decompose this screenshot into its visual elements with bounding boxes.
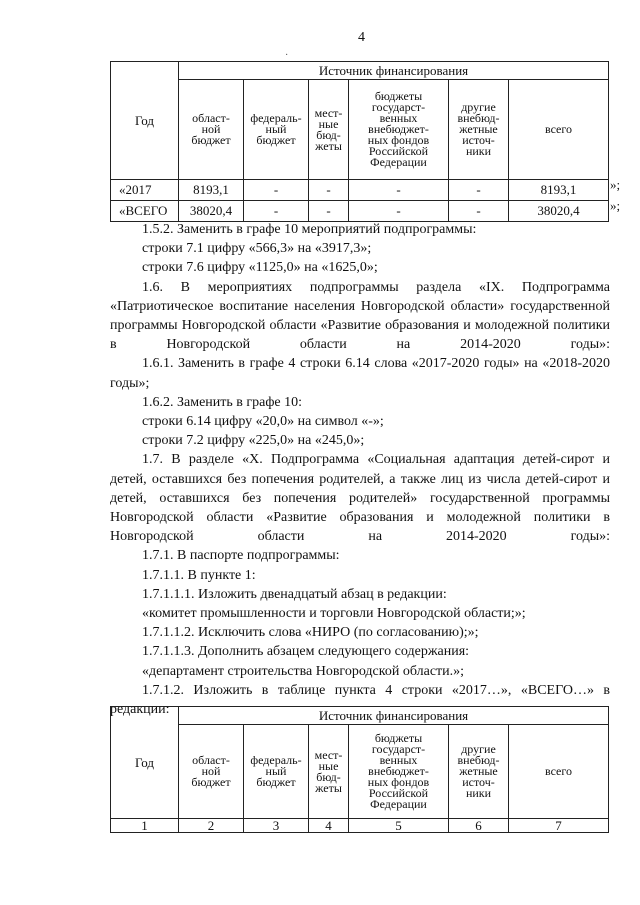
table-row bbox=[111, 201, 609, 222]
row-funds: - bbox=[349, 180, 449, 201]
column-number: 2 bbox=[179, 819, 244, 833]
row-federal: - bbox=[244, 180, 309, 201]
column-number: 3 bbox=[244, 819, 309, 833]
col-other-header: другие внебюд- жетные источ- ники bbox=[449, 80, 509, 180]
row-local: - bbox=[309, 180, 349, 201]
paragraph: 1.5.2. Заменить в графе 10 мероприятий подпрограммы: bbox=[142, 222, 477, 237]
source-header: Источник финансирования bbox=[179, 62, 609, 80]
col-federal-header: федераль- ный бюджет bbox=[244, 80, 309, 180]
paragraph: 1.7.1. В паспорте подпрограммы: bbox=[142, 548, 340, 564]
paragraph: строки 6.14 цифру «20,0» на символ «-»; bbox=[142, 414, 384, 430]
column-number: 5 bbox=[349, 819, 449, 833]
paragraph: 1.7.1.1. В пункте 1: bbox=[142, 567, 256, 583]
row-trailing-punctuation: »; bbox=[610, 177, 621, 192]
paragraph: «комитет промышленности и торговли Новгородской области;»; bbox=[142, 606, 526, 622]
col-federal-header: федераль- ный бюджет bbox=[244, 725, 309, 819]
column-number-row bbox=[111, 819, 609, 833]
column-number: 7 bbox=[509, 819, 609, 833]
col-total-header: всего bbox=[509, 725, 609, 819]
col-local-header: мест- ные бюд- жеты bbox=[309, 725, 349, 819]
col-funds-header: бюджеты государст- венных внебюджет- ных фондов Российской Федерации bbox=[349, 80, 449, 180]
paragraph: 1.7.1.2. Изложить в таблице пункта 4 строки «2017…», «ВСЕГО…» в редакции: bbox=[110, 682, 610, 718]
row-total: 8193,1 bbox=[509, 180, 609, 201]
row-other: - bbox=[449, 201, 509, 222]
row-year: «2017 bbox=[111, 180, 179, 201]
paragraph: строки 7.6 цифру «1125,0» на «1625,0»; bbox=[142, 260, 378, 276]
paragraph: 1.7. В разделе «X. Подпрограмма «Социальная адаптация детей-сирот и детей, оставшихся без попечения родителей, а также лиц из числа детей-сирот и детей, оставшихся без попечения родителей» государственной программы Новгородской области «Развитие образования и молодежной политики в Новгородской области на 2014-2020 годы»: bbox=[110, 452, 610, 545]
row-oblast: 38020,4 bbox=[179, 201, 244, 222]
table-row bbox=[111, 180, 609, 201]
row-local: - bbox=[309, 201, 349, 222]
col-oblast-header: област- ной бюджет bbox=[179, 725, 244, 819]
financing-table-1 bbox=[110, 61, 609, 222]
column-number: 6 bbox=[449, 819, 509, 833]
row-total: 38020,4 bbox=[509, 201, 609, 222]
row-federal: - bbox=[244, 201, 309, 222]
paragraph: «департамент строительства Новгородской области.»; bbox=[142, 663, 465, 679]
year-header: Год bbox=[111, 62, 179, 180]
col-other-header: другие внебюд- жетные источ- ники bbox=[449, 725, 509, 819]
paragraph: 1.7.1.1.1. Изложить двенадцатый абзац в редакции: bbox=[142, 586, 447, 602]
column-number: 1 bbox=[111, 819, 179, 833]
year-header: Год bbox=[111, 707, 179, 819]
page-number: 4 bbox=[358, 30, 365, 45]
paragraph: строки 7.2 цифру «225,0» на «245,0»; bbox=[142, 433, 365, 449]
row-year: «ВСЕГО bbox=[111, 201, 179, 222]
col-local-header: мест- ные бюд- жеты bbox=[309, 80, 349, 180]
row-oblast: 8193,1 bbox=[179, 180, 244, 201]
col-funds-header: бюджеты государст- венных внебюджет- ных фондов Российской Федерации bbox=[349, 725, 449, 819]
scan-dot: · bbox=[285, 50, 289, 61]
paragraph: строки 7.1 цифру «566,3» на «3917,3»; bbox=[142, 241, 372, 257]
row-trailing-punctuation: »; bbox=[610, 198, 621, 213]
paragraph: 1.6.2. Заменить в графе 10: bbox=[142, 394, 303, 410]
document-body bbox=[110, 220, 610, 719]
paragraph: 1.7.1.1.2. Исключить слова «НИРО (по согласованию);»; bbox=[142, 625, 479, 641]
paragraph: 1.7.1.1.3. Дополнить абзацем следующего содержания: bbox=[142, 644, 470, 660]
paragraph: 1.6.1. Заменить в графе 4 строки 6.14 слова «2017-2020 годы» на «2018-2020 годы»; bbox=[110, 356, 610, 391]
row-other: - bbox=[449, 180, 509, 201]
source-header: Источник финансирования bbox=[179, 707, 609, 725]
column-number: 4 bbox=[309, 819, 349, 833]
col-oblast-header: област- ной бюджет bbox=[179, 80, 244, 180]
col-total-header: всего bbox=[509, 80, 609, 180]
financing-table-2 bbox=[110, 706, 609, 833]
row-funds: - bbox=[349, 201, 449, 222]
paragraph: 1.6. В мероприятиях подпрограммы раздела «IX. Подпрограмма «Патриотическое воспитание населения Новгородской области» государственной программы Новгородской области «Развитие образования и молодежной политики в Новгородской области на 2014-2020 годы»: bbox=[110, 279, 610, 353]
